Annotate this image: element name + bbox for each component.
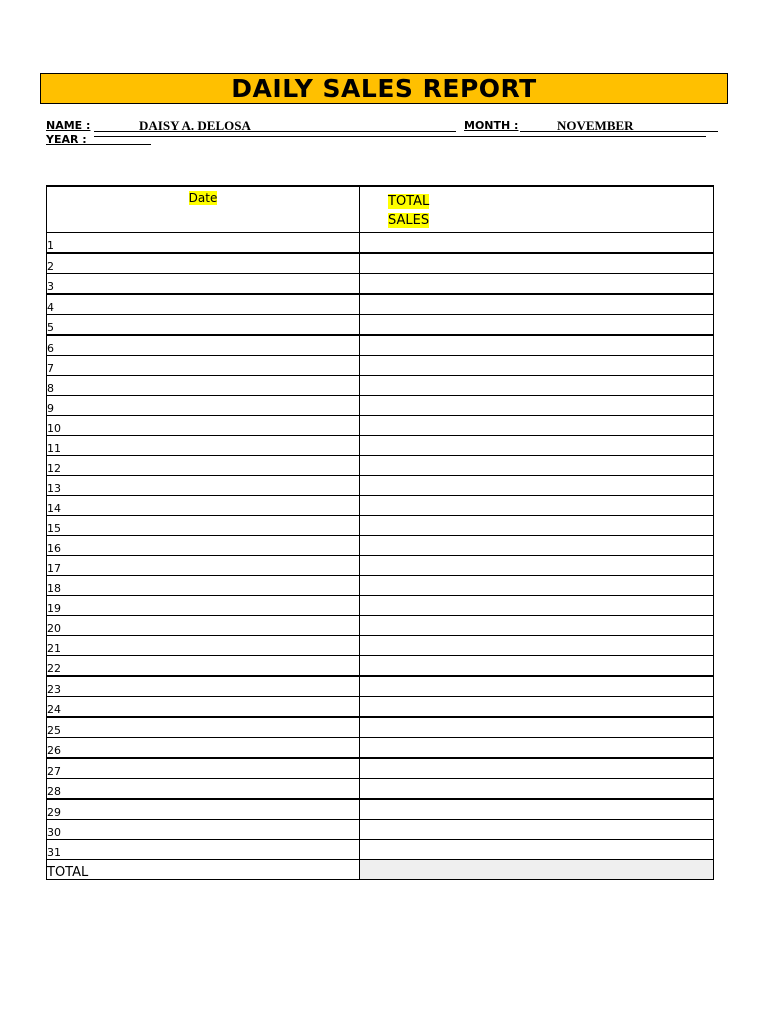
table-row bbox=[47, 496, 714, 516]
day-number-cell[interactable]: 31 bbox=[47, 840, 360, 860]
day-number-cell[interactable]: 21 bbox=[47, 636, 360, 656]
daily-sales-cell[interactable] bbox=[360, 820, 714, 840]
report-title-banner bbox=[40, 73, 728, 104]
daily-sales-cell[interactable] bbox=[360, 738, 714, 759]
daily-sales-cell[interactable] bbox=[360, 779, 714, 800]
day-number-cell[interactable]: 5 bbox=[47, 315, 360, 336]
table-header-row bbox=[47, 186, 714, 233]
table-row bbox=[47, 596, 714, 616]
total-label: TOTAL bbox=[47, 860, 360, 880]
daily-sales-cell[interactable] bbox=[360, 253, 714, 274]
day-number-cell[interactable]: 18 bbox=[47, 576, 360, 596]
day-number-cell[interactable]: 26 bbox=[47, 738, 360, 759]
table-row bbox=[47, 656, 714, 677]
day-number-cell[interactable]: 12 bbox=[47, 456, 360, 476]
table-row bbox=[47, 396, 714, 416]
name-extension-line bbox=[94, 136, 706, 137]
table-row bbox=[47, 416, 714, 436]
header-date-cell bbox=[47, 186, 360, 233]
day-number-cell[interactable]: 9 bbox=[47, 396, 360, 416]
daily-sales-cell[interactable] bbox=[360, 758, 714, 779]
table-row bbox=[47, 717, 714, 738]
day-number-cell[interactable]: 4 bbox=[47, 294, 360, 315]
day-number-cell[interactable]: 17 bbox=[47, 556, 360, 576]
month-value[interactable]: NOVEMBER bbox=[557, 118, 634, 133]
table-row bbox=[47, 456, 714, 476]
daily-sales-cell[interactable] bbox=[360, 233, 714, 254]
table-row bbox=[47, 840, 714, 860]
table-row bbox=[47, 294, 714, 315]
table-row bbox=[47, 274, 714, 295]
header-total-sales-cell bbox=[360, 186, 714, 233]
table-row bbox=[47, 738, 714, 759]
daily-sales-cell[interactable] bbox=[360, 717, 714, 738]
daily-sales-cell[interactable] bbox=[360, 536, 714, 556]
daily-sales-cell[interactable] bbox=[360, 496, 714, 516]
day-number-cell[interactable]: 15 bbox=[47, 516, 360, 536]
daily-sales-cell[interactable] bbox=[360, 616, 714, 636]
day-number-cell[interactable]: 3 bbox=[47, 274, 360, 295]
table-row bbox=[47, 779, 714, 800]
daily-sales-cell[interactable] bbox=[360, 636, 714, 656]
day-number-cell[interactable]: 13 bbox=[47, 476, 360, 496]
header-total: TOTAL bbox=[388, 194, 430, 209]
day-number-cell[interactable]: 14 bbox=[47, 496, 360, 516]
daily-sales-cell[interactable] bbox=[360, 456, 714, 476]
day-number-cell[interactable]: 29 bbox=[47, 799, 360, 820]
day-number-cell[interactable]: 1 bbox=[47, 233, 360, 254]
day-number-cell[interactable]: 19 bbox=[47, 596, 360, 616]
daily-sales-cell[interactable] bbox=[360, 596, 714, 616]
day-number-cell[interactable]: 11 bbox=[47, 436, 360, 456]
day-number-cell[interactable]: 16 bbox=[47, 536, 360, 556]
table-row bbox=[47, 676, 714, 697]
day-number-cell[interactable]: 30 bbox=[47, 820, 360, 840]
daily-sales-cell[interactable] bbox=[360, 436, 714, 456]
table-row bbox=[47, 636, 714, 656]
table-row bbox=[47, 376, 714, 396]
table-row bbox=[47, 233, 714, 254]
daily-sales-cell[interactable] bbox=[360, 840, 714, 860]
year-underline bbox=[86, 144, 151, 145]
day-number-cell[interactable]: 28 bbox=[47, 779, 360, 800]
daily-sales-cell[interactable] bbox=[360, 416, 714, 436]
day-number-cell[interactable]: 2 bbox=[47, 253, 360, 274]
table-row bbox=[47, 697, 714, 718]
table-row bbox=[47, 315, 714, 336]
daily-sales-cell[interactable] bbox=[360, 396, 714, 416]
daily-sales-cell[interactable] bbox=[360, 356, 714, 376]
year-label: YEAR : bbox=[46, 133, 87, 146]
table-row bbox=[47, 616, 714, 636]
day-number-cell[interactable]: 27 bbox=[47, 758, 360, 779]
table-row bbox=[47, 356, 714, 376]
table-row bbox=[47, 253, 714, 274]
total-sales-value[interactable] bbox=[360, 860, 714, 880]
daily-sales-cell[interactable] bbox=[360, 556, 714, 576]
table-row bbox=[47, 556, 714, 576]
daily-sales-cell[interactable] bbox=[360, 294, 714, 315]
header-date: Date bbox=[188, 191, 218, 205]
day-number-cell[interactable]: 20 bbox=[47, 616, 360, 636]
daily-sales-cell[interactable] bbox=[360, 315, 714, 336]
daily-sales-cell[interactable] bbox=[360, 576, 714, 596]
table-row bbox=[47, 476, 714, 496]
table-row bbox=[47, 335, 714, 356]
table-row bbox=[47, 820, 714, 840]
month-label: MONTH : bbox=[464, 119, 519, 132]
sales-table bbox=[46, 185, 714, 880]
day-number-cell[interactable]: 7 bbox=[47, 356, 360, 376]
day-number-cell[interactable]: 6 bbox=[47, 335, 360, 356]
daily-sales-cell[interactable] bbox=[360, 516, 714, 536]
header-sales: SALES bbox=[388, 213, 430, 228]
daily-sales-cell[interactable] bbox=[360, 335, 714, 356]
table-row bbox=[47, 516, 714, 536]
name-value[interactable]: DAISY A. DELOSA bbox=[139, 118, 251, 133]
total-row bbox=[47, 860, 714, 880]
table-row bbox=[47, 576, 714, 596]
name-label: NAME : bbox=[46, 119, 91, 132]
table-row bbox=[47, 799, 714, 820]
daily-sales-cell[interactable] bbox=[360, 376, 714, 396]
daily-sales-cell[interactable] bbox=[360, 476, 714, 496]
table-row bbox=[47, 436, 714, 456]
daily-sales-cell[interactable] bbox=[360, 274, 714, 295]
table-row bbox=[47, 758, 714, 779]
day-number-cell[interactable]: 22 bbox=[47, 656, 360, 677]
day-number-cell[interactable]: 25 bbox=[47, 717, 360, 738]
day-number-cell[interactable]: 23 bbox=[47, 676, 360, 697]
table-row bbox=[47, 536, 714, 556]
report-title: DAILY SALES REPORT bbox=[231, 74, 537, 103]
day-number-cell[interactable]: 10 bbox=[47, 416, 360, 436]
daily-sales-cell[interactable] bbox=[360, 676, 714, 697]
day-number-cell[interactable]: 24 bbox=[47, 697, 360, 718]
day-number-cell[interactable]: 8 bbox=[47, 376, 360, 396]
daily-sales-cell[interactable] bbox=[360, 656, 714, 677]
daily-sales-cell[interactable] bbox=[360, 697, 714, 718]
daily-sales-cell[interactable] bbox=[360, 799, 714, 820]
